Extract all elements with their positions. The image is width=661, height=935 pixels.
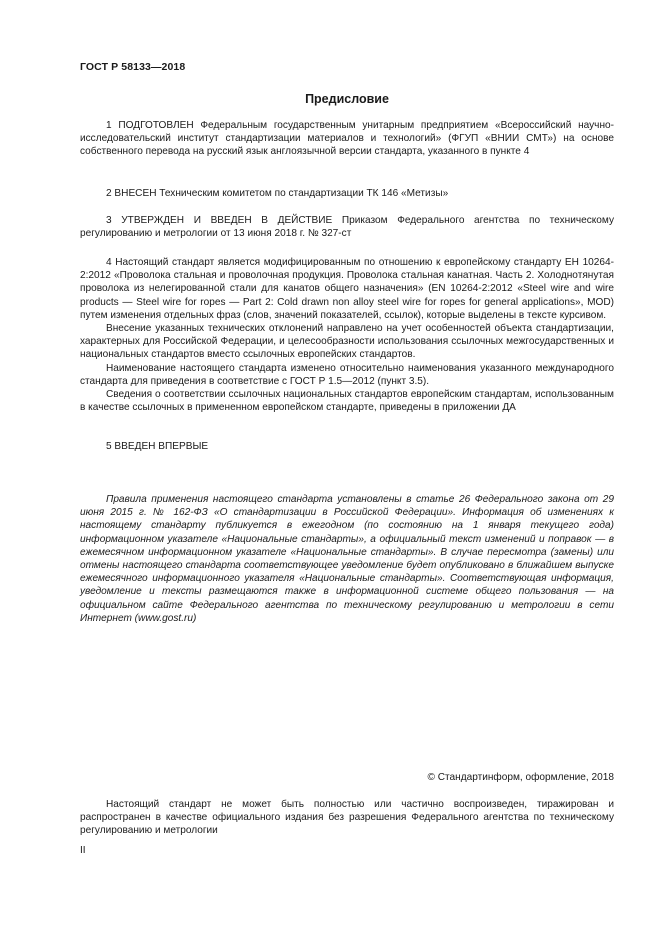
paragraph-item-2: [80, 187, 614, 200]
rules-notice-block: [80, 493, 614, 625]
paragraph-text: 3 УТВЕРЖДЕН И ВВЕДЕН В ДЕЙСТВИЕ Приказом Федерального агентства по техническому регулированию и метрологии от 13 июня 2018 г. № 327-ст: [80, 215, 614, 240]
paragraph-text: 5 ВВЕДЕН ВПЕРВЫЕ: [106, 441, 209, 452]
copyright-line: © Стандартинформ, оформление, 2018: [427, 772, 614, 783]
paragraph-item-1: [80, 119, 614, 159]
paragraph-text: 4 Настоящий стандарт является модифицированным по отношению к европейскому стандарту ЕН 10264-2:2012 «Проволока стальная и проволочная продукция. Проволока стальная канатная. Часть 2. Холоднотянутая проволока из нелегированной стали для канатов общего назначения» (EN 10264-2:2012 «Steel wire and wire products — Steel wire for ropes — Part 2: Cold drawn non alloy steel wire for ropes for general applications», MOD) путем изменения отдельных фраз (слов, значений показателей, ссылок), которые выделены в тексте курсивом.: [80, 257, 614, 321]
rules-notice-text: Правила применения настоящего стандарта установлены в статье 26 Федерального закона от 29 июня 2015 г. № 162-ФЗ «О стандартизации в Российской Федерации». Информация об изменениях к настоящему стандарту публикуется в ежегодном (по состоянию на 1 января текущего года) информационном указателе «Национальные стандарты», а официальный текст изменений и поправок — в ежемесячном информационном указателе «Национальные стандарты». В случае пересмотра (замены) или отмены настоящего стандарта соответствующее уведомление будет опубликовано в ближайшем выпуске ежемесячного информационного указателя «Национальные стандарты». Соответствующая информация, уведомление и тексты размещаются также в информационной системе общего пользования — на официальном сайте Федерального агентства по техническому регулированию и метрологии в сети Интернет (www.gost.ru): [80, 494, 614, 624]
paragraph-group-4: [80, 256, 614, 414]
paragraph-text: 2 ВНЕСЕН Техническим комитетом по стандартизации ТК 146 «Метизы»: [106, 188, 449, 199]
page-number: II: [80, 845, 86, 856]
paragraph-text: Внесение указанных технических отклонений направлено на учет особенностей объекта стандартизации, характерных для Российской Федерации, и целесообразности использования ссылочных межгосударственных и национальных стандартов вместо ссылочных европейских стандартов.: [80, 323, 614, 361]
paragraph-text: 1 ПОДГОТОВЛЕН Федеральным государственным унитарным предприятием «Всероссийский научно-исследовательский институт стандартизации материалов и технологий» (ФГУП «ВНИИ СМТ») на основе собственного перевода на русский язык англоязычной версии стандарта, указанного в пункте 4: [80, 120, 614, 158]
reproduction-notice-text: Настоящий стандарт не может быть полностью или частично воспроизведен, тиражирован и распространен в качестве официального издания без разрешения Федерального агентства по техническому регулированию и метрологии: [80, 799, 614, 837]
paragraph-item-5: [80, 440, 614, 453]
page-title: Предисловие: [305, 92, 389, 106]
paragraph-text: Наименование настоящего стандарта изменено относительно наименования указанного международного стандарта для приведения в соответствие с ГОСТ Р 1.5—2012 (пункт 3.5).: [80, 362, 614, 387]
standard-code-header: ГОСТ Р 58133—2018: [80, 61, 186, 73]
paragraph-text: Сведения о соответствии ссылочных национальных стандартов европейским стандартам, использованным в качестве ссылочных в примененном европейском стандарте, приведены в приложении ДА: [80, 389, 614, 414]
reproduction-notice-block: [80, 798, 614, 838]
paragraph-item-3: [80, 214, 614, 240]
